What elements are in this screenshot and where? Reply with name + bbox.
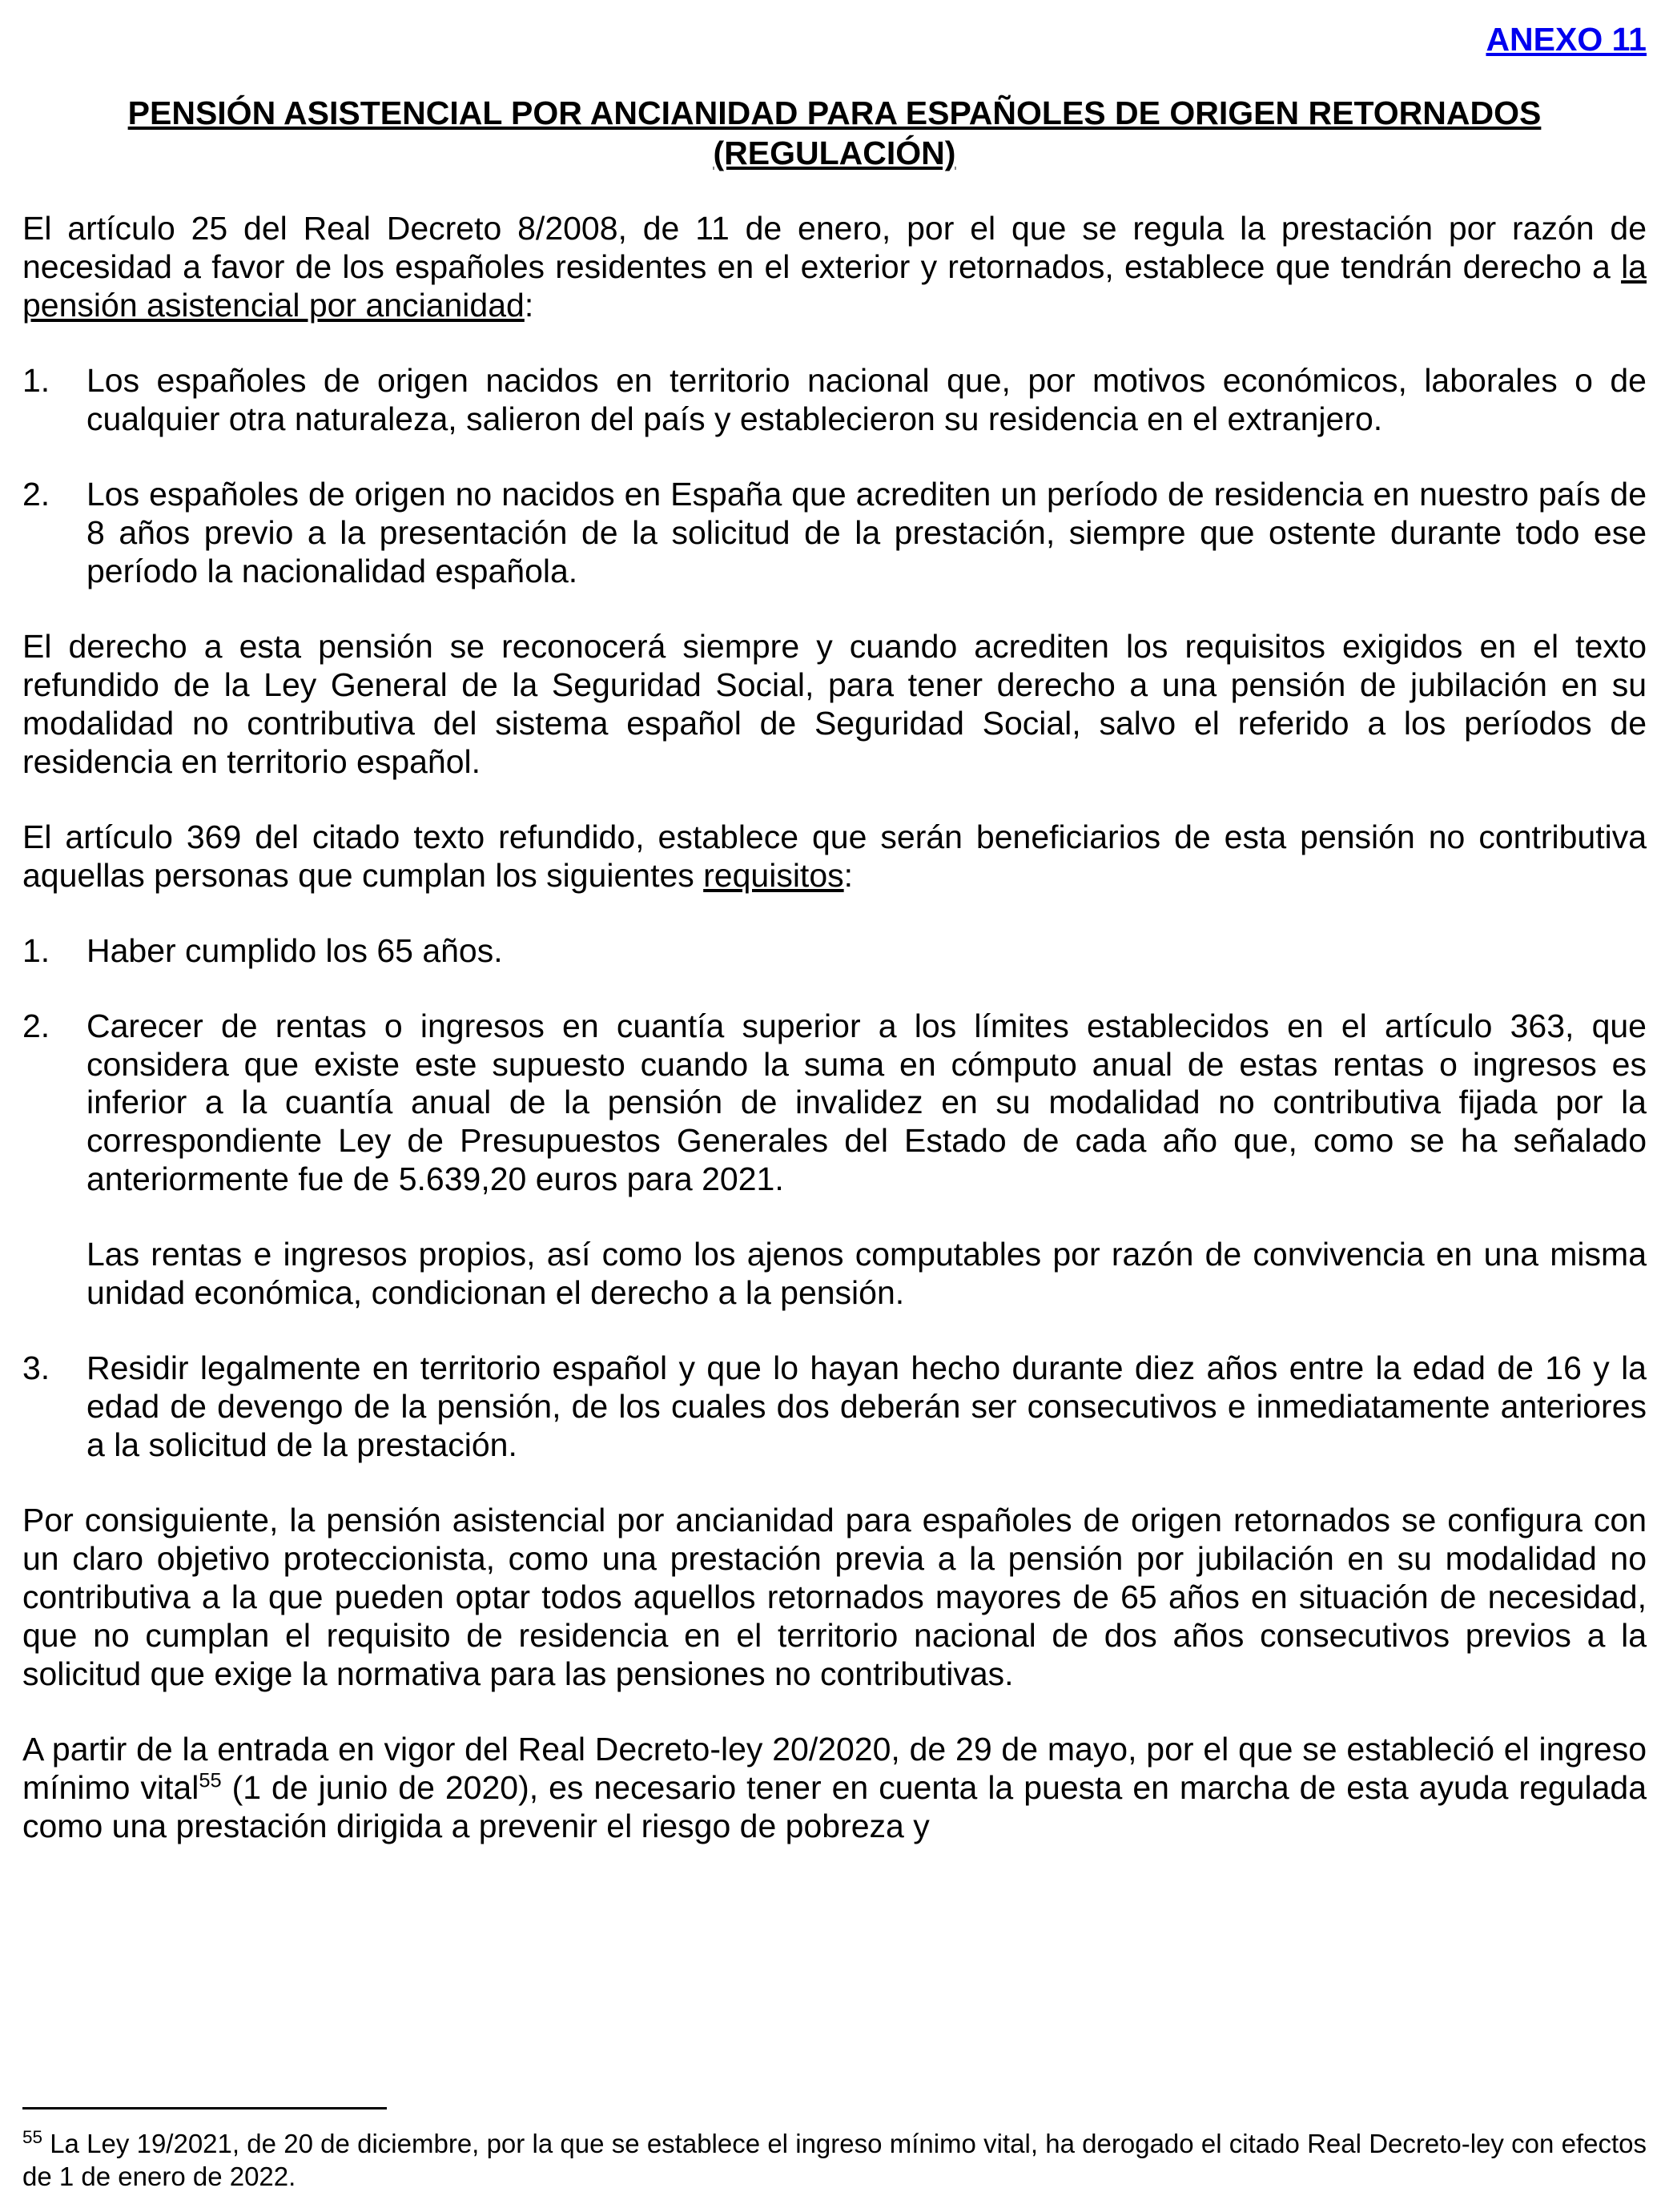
list-item — [22, 362, 1647, 439]
title-line-1: PENSIÓN ASISTENCIAL POR ANCIANIDAD PARA ESPAÑOLES DE ORIGEN RETORNADOS — [127, 94, 1542, 131]
intro-underlined-phrase: la pensión asistencial por ancianidad — [22, 247, 1647, 324]
list-item-text: Carecer de rentas o ingresos en cuantía superior a los límites establecidos en el artículo 363, que considera que existe este supuesto cuando la suma en cómputo anual de estas rentas o ingresos es inferior a la cuantía anual de la pensión de invalidez en su modalidad no contributiva fijada por la correspondiente Ley de Presupuestos Generales del Estado de cada año que, como se ha señalado anteriormente fue de 5.639,20 euros para 2021. — [86, 1007, 1647, 1198]
title-line-2: (REGULACIÓN) — [713, 134, 956, 171]
document-title — [22, 93, 1647, 173]
list-item — [22, 1007, 1647, 1200]
sub-paragraph-rentas: Las rentas e ingresos propios, así como los ajenos computables por razón de convivencia en una misma unidad económica, condicionan el derecho a la pensión. — [86, 1236, 1647, 1312]
footnote-separator — [22, 2107, 387, 2109]
list-item-text: Los españoles de origen nacidos en territorio nacional que, por motivos económicos, laborales o de cualquier otra naturaleza, salieron del país y establecieron su residencia en el extranjero. — [86, 361, 1647, 437]
list-item-number: 2. — [22, 1007, 50, 1044]
list-item-number: 1. — [22, 931, 50, 969]
intro-text-post: : — [524, 286, 534, 324]
requisitos-underlined: requisitos — [703, 856, 844, 894]
footnote — [22, 2127, 1647, 2194]
paragraph-articulo-369 — [22, 818, 1647, 895]
entrada-vigor-text-pre: A partir de la entrada en vigor del Real Decreto-ley 20/2020, de 29 de mayo, por el que se estableció el ingreso mínimo vital — [22, 1731, 1647, 1807]
footnote-ref-superscript: 55 — [199, 1769, 222, 1792]
list-item — [22, 1349, 1647, 1465]
entrada-vigor-text-post: (1 de junio de 2020), es necesario tener en cuenta la puesta en marcha de esta ayuda regulada como una prestación dirigida a prevenir el riesgo de pobreza y — [22, 1769, 1647, 1844]
list-item — [22, 932, 1647, 971]
list-item — [22, 476, 1647, 591]
annex-label: ANEXO 11 — [1486, 21, 1647, 58]
list-item-number: 1. — [22, 361, 50, 399]
articulo-369-text-pre: El artículo 369 del citado texto refundido, establece que serán beneficiarios de esta pensión no contributiva aquellas personas que cumplan los siguientes — [22, 818, 1647, 894]
list-item-number: 2. — [22, 475, 50, 513]
intro-paragraph — [22, 210, 1647, 325]
annex-header — [22, 21, 1647, 59]
paragraph-entrada-vigor — [22, 1731, 1647, 1846]
footnote-section — [22, 2107, 1647, 2194]
list-item-number: 3. — [22, 1349, 50, 1387]
list-item-text: Residir legalmente en territorio español y que lo hayan hecho durante diez años entre la edad de 16 y la edad de devengo de la pensión, de los cuales dos deberán ser consecutivos e inmediatamente anteriores a la solicitud de la prestación. — [86, 1349, 1647, 1464]
paragraph-derecho: El derecho a esta pensión se reconocerá siempre y cuando acrediten los requisitos exigidos en el texto refundido de la Ley General de la Seguridad Social, para tener derecho a una pensión de jubilación en su modalidad no contributiva del sistema español de Seguridad Social, salvo el referido a los períodos de residencia en territorio español. — [22, 627, 1647, 780]
articulo-369-text-post: : — [843, 856, 854, 894]
footnote-number: 55 — [22, 2126, 42, 2147]
paragraph-consiguiente: Por consiguiente, la pensión asistencial por ancianidad para españoles de origen retornados se configura con un claro objetivo proteccionista, como una prestación previa a la pensión por jubilación en su modalidad no contributiva a la que pueden optar todos aquellos retornados mayores de 65 años en situación de necesidad, que no cumplan el requisito de residencia en el territorio nacional de dos años consecutivos previos a la solicitud que exige la normativa para las pensiones no contributivas. — [22, 1502, 1647, 1693]
list-item-text: Haber cumplido los 65 años. — [86, 931, 503, 969]
list-item-text: Los españoles de origen no nacidos en España que acrediten un período de residencia en nuestro país de 8 años previo a la presentación de la solicitud de la prestación, siempre que ostente durante todo ese período la nacionalidad española. — [86, 475, 1647, 589]
footnote-text: La Ley 19/2021, de 20 de diciembre, por la que se establece el ingreso mínimo vital, ha derogado el citado Real Decreto-ley con efectos de 1 de enero de 2022. — [22, 2128, 1647, 2191]
intro-text-pre: El artículo 25 del Real Decreto 8/2008, de 11 de enero, por el que se regula la prestación por razón de necesidad a favor de los españoles residentes en el exterior y retornados, establece que tendrán derecho a — [22, 210, 1647, 285]
